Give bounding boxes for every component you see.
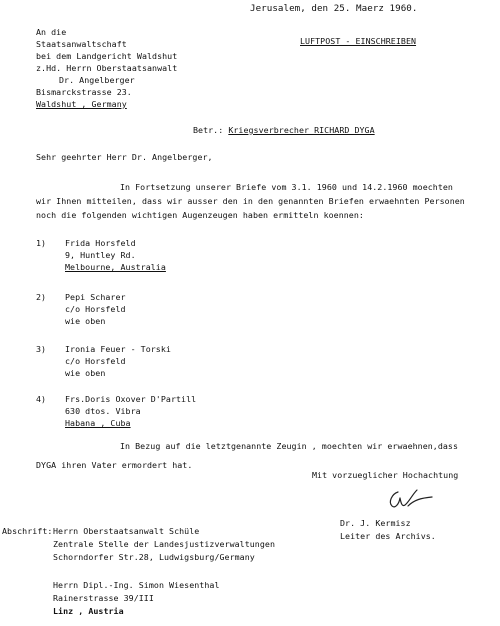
witness-2-note: wie oben [65,316,106,326]
witness-4-number: 4) [36,394,47,404]
closing-para-line-1: In Bezug auf die letztgenannte Zeugin , moechten wir erwaehnen,dass [120,441,459,451]
subject-line [193,125,375,135]
salutation: Sehr geehrter Herr Dr. Angelberger, [36,152,213,162]
subject-text: Kriegsverbrecher RICHARD DYGA [228,125,375,135]
address-line-1: An die [36,27,67,37]
witness-3-number: 3) [36,344,47,354]
witness-4-street: 630 dtos. Vibra [65,406,141,416]
closing-para-line-2: DYGA ihren Vater ermordert hat. [36,460,193,470]
witness-2-care-of: c/o Horsfeld [65,304,126,314]
address-line-3: bei dem Landgericht Waldshut [36,51,178,61]
witness-2-name: Pepi Scharer [65,292,126,302]
address-line-5: Dr. Angelberger [59,75,135,85]
copy-recipient-1: Herrn Oberstaatsanwalt Schüle [53,526,200,536]
witness-4-name: Frs.Doris Oxover D'Partill [65,394,197,404]
copy-recipient-1-org: Zentrale Stelle der Landesjustizverwaltungen [53,539,275,549]
signatory-name: Dr. J. Kermisz [340,518,411,528]
address-line-7: Waldshut , Germany [36,99,127,109]
witness-1-number: 1) [36,238,47,248]
copy-recipient-2-street: Rainerstrasse 39/III [53,593,154,603]
body-line-1: In Fortsetzung unserer Briefe vom 3.1. 1960 und 14.2.1960 moechten [120,182,453,192]
witness-1-street: 9, Huntley Rd. [65,250,136,260]
place-date: Jerusalem, den 25. Maerz 1960. [250,3,418,14]
witness-4-city: Habana , Cuba [65,418,131,428]
copy-recipient-1-address: Schorndorfer Str.28, Ludwigsburg/Germany [53,552,255,562]
witness-3-note: wie oben [65,368,106,378]
witness-3-care-of: c/o Horsfeld [65,356,126,366]
copies-label: Abschrift: [2,526,53,536]
airmail-registered-note: LUFTPOST - EINSCHREIBEN [300,36,417,46]
body-line-3: noch die folgenden wichtigen Augenzeugen haben ermitteln koennen: [36,210,364,220]
subject-prefix: Betr.: [193,125,224,135]
handwritten-signature [384,486,436,510]
address-line-6: Bismarckstrasse 23. [36,87,132,97]
witness-3-name: Ironia Feuer - Torski [65,344,171,354]
address-line-4: z.Hd. Herrn Oberstaatsanwalt [36,63,178,73]
copy-recipient-2-city: Linz , Austria [53,606,124,616]
witness-2-number: 2) [36,292,47,302]
address-line-2: Staatsanwaltschaft [36,39,127,49]
closing-regards: Mit vorzueglicher Hochachtung [312,470,459,480]
signatory-title: Leiter des Archivs. [340,531,436,541]
witness-1-city: Melbourne, Australia [65,262,166,272]
witness-1-name: Frida Horsfeld [65,238,136,248]
copy-recipient-2: Herrn Dipl.-Ing. Simon Wiesenthal [53,580,220,590]
body-line-2: wir Ihnen mitteilen, dass wir ausser den in den genannten Briefen erwaehnten Personen [36,196,465,206]
